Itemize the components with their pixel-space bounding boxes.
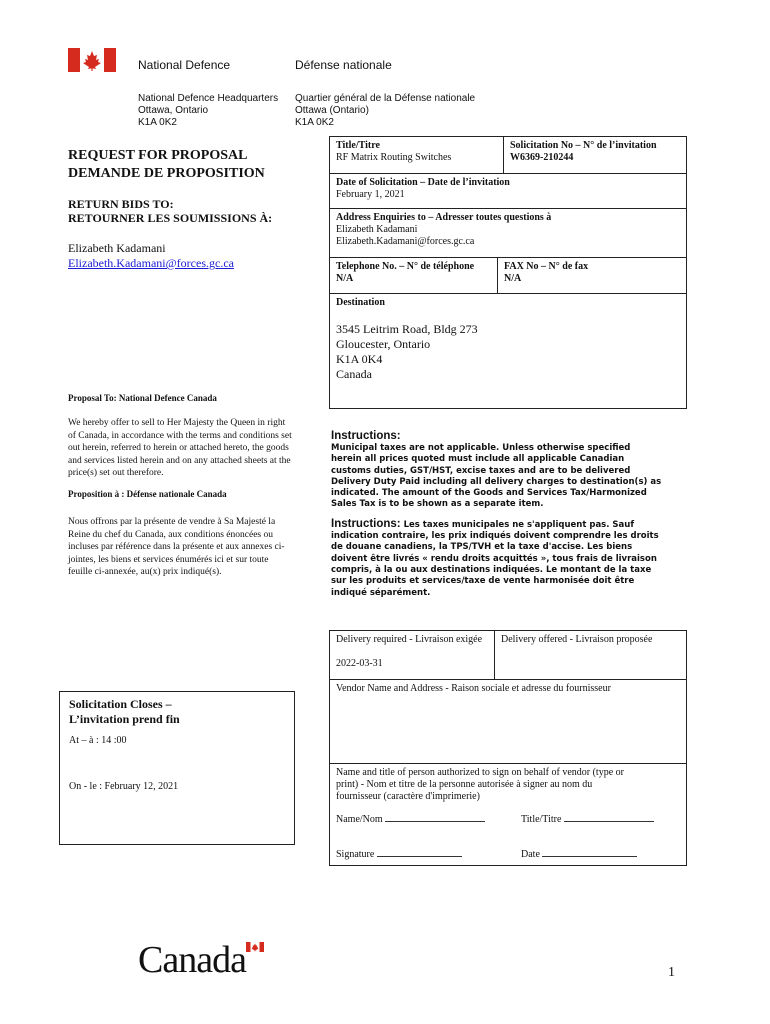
title-box: Title/Titre RF Matrix Routing Switches (329, 136, 504, 174)
instructions-body-fr: Les taxes municipales ne s'appliquent pas. Sauf indication contraire, les prix indiqués doivent comprendre les droits de douane canadiens, la TPS/TVH et la taxe d'accise. Les biens doivent être livrés « rendu droits acquittés », tous frais de livraison compris, à la ou aux destinations indiquées. Le montant de la taxe sur les produits et services/taxe de vente harmonisée doit être indiqué séparément. (331, 519, 659, 597)
name-title-row (336, 814, 485, 825)
wordmark-flag-icon (246, 942, 264, 952)
solicitation-closes-box (59, 691, 295, 845)
solicitation-date-box: Date of Solicitation – Date de l’invitation February 1, 2021 (329, 173, 687, 209)
instructions-heading-fr: Instructions: (331, 517, 401, 530)
closing-time: At – à : 14 :00 (69, 735, 127, 746)
date-field-label: Date (521, 849, 540, 860)
title-field-label: Title/Titre (521, 814, 562, 825)
instructions-block (331, 429, 663, 597)
proposal-body-en: We hereby offer to sell to Her Majesty the Queen in right of Canada, in accordance with the terms and conditions set out herein, referred to herein or attached hereto, the goods and services listed herein and on any attached sheets at the price(s) set out therefore. (68, 418, 292, 478)
canada-flag-logo (68, 48, 116, 72)
solicitation-closes-title: Solicitation Closes – L’invitation prend fin (69, 697, 180, 726)
document-title: REQUEST FOR PROPOSAL DEMANDE DE PROPOSITION (68, 148, 265, 181)
fax-value: N/A (504, 273, 522, 284)
proposal-body-fr: Nous offrons par la présente de vendre à Sa Majesté la Reine du chef du Canada, aux conditions énoncées ou incluses par référence dans la présente et aux annexes ci-jointes, les biens et services énumérés ici et sur toute feuille ci-annexée, au(x) prix indiqué(s). (68, 517, 285, 577)
canada-wordmark: Canada (138, 940, 268, 980)
telephone-value: N/A (336, 273, 354, 284)
hq-address-fr: Quartier général de la Défense nationale Ottawa (Ontario) K1A 0K2 (295, 93, 476, 128)
name-field-line[interactable] (385, 821, 485, 822)
signature-field-line[interactable] (377, 856, 462, 857)
address-enquiries-box: Address Enquiries to – Adresser toutes questions à Elizabeth Kadamani Elizabeth.Kadamani@forces.gc.ca (329, 208, 687, 258)
instructions-fr (331, 519, 663, 597)
fax-box: FAX No – N° de fax N/A (497, 257, 687, 294)
authorized-signer-box: Name and title of person authorized to sign on behalf of vendor (type or print) - Nom et titre de la personne autorisée à signer au nom du fournisseur (caractère d'imprimerie) Name/Nom Title/Titre Signature Date (329, 763, 687, 866)
title-field-line[interactable] (564, 821, 654, 822)
telephone-box: Telephone No. – N° de téléphone N/A (329, 257, 498, 294)
return-bids-email-link[interactable]: Elizabeth.Kadamani@forces.gc.ca (68, 256, 234, 270)
closing-date: On - le : February 12, 2021 (69, 781, 179, 792)
instructions-heading-en: Instructions: (331, 430, 401, 442)
instructions-body-en: Municipal taxes are not applicable. Unless otherwise specified herein all prices quoted must include all applicable Canadian customs duties, GST/HST, excise taxes and are to be delivered Delivery Duty Paid including all delivery charges to destination(s) as indicated. The amount of the Goods and Services Tax/Harmonized Sales Tax is to be shown as a separate item. (331, 443, 662, 510)
return-bids-name: Elizabeth Kadamani (68, 241, 166, 255)
department-name-en: National Defence (138, 58, 231, 72)
destination-address: 3545 Leitrim Road, Bldg 273 Gloucester, Ontario K1A 0K4 Canada (336, 322, 478, 381)
page-number: 1 (668, 965, 675, 980)
name-field-label: Name/Nom (336, 814, 383, 825)
solicitation-date-value: February 1, 2021 (336, 189, 405, 200)
solicitation-number-value: W6369-210244 (510, 152, 574, 163)
proposal-to-en: Proposal To: National Defence Canada (68, 393, 217, 403)
return-bids-heading: RETURN BIDS TO: RETOURNER LES SOUMISSIONS À: (68, 197, 273, 225)
hq-address-en: National Defence Headquarters Ottawa, Ontario K1A 0K2 (138, 93, 279, 128)
solicitation-number-box: Solicitation No – N° de l’invitation W6369-210244 (503, 136, 687, 174)
delivery-required-box: Delivery required - Livraison exigée 2022-03-31 (329, 630, 495, 680)
signature-field-label: Signature (336, 849, 375, 860)
delivery-offered-box: Delivery offered - Livraison proposée (494, 630, 687, 680)
title-row (521, 814, 654, 825)
date-field-line[interactable] (542, 856, 637, 857)
proposal-to-fr: Proposition à : Défense nationale Canada (68, 489, 227, 499)
signature-row (336, 849, 462, 860)
vendor-name-address-box: Vendor Name and Address - Raison sociale et adresse du fournisseur (329, 679, 687, 764)
department-name-fr: Défense nationale (295, 58, 392, 72)
destination-box: Destination 3545 Leitrim Road, Bldg 273 Gloucester, Ontario K1A 0K4 Canada (329, 293, 687, 409)
title-value: RF Matrix Routing Switches (336, 152, 452, 163)
delivery-required-value: 2022-03-31 (336, 658, 383, 669)
date-row (521, 849, 637, 860)
